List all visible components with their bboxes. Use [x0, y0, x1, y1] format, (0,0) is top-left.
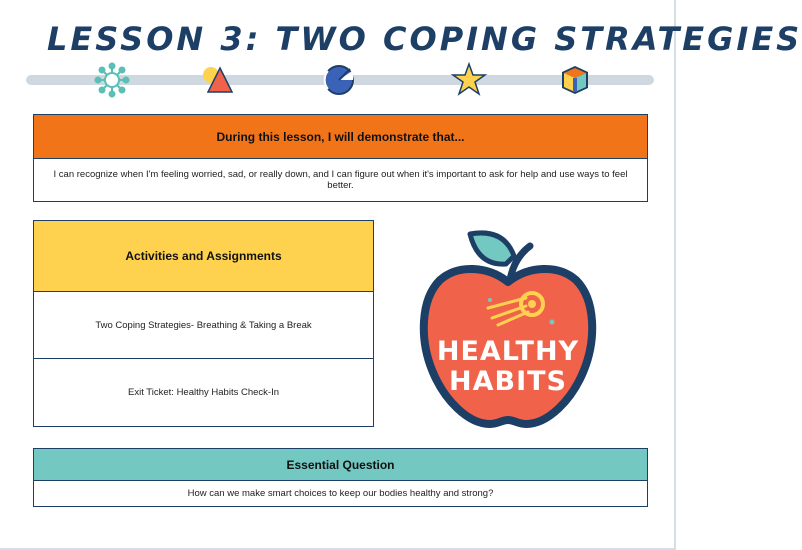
page-title: LESSON 3: TWO COPING STRATEGIES — [47, 20, 802, 58]
star-icon — [452, 63, 486, 97]
lesson-objective-header: During this lesson, I will demonstrate that... — [34, 115, 647, 159]
essential-question-text: How can we make smart choices to keep our bodies healthy and strong? — [187, 488, 494, 499]
activity-item: Two Coping Strategies- Breathing & Taking a Break — [34, 292, 373, 359]
cube-icon — [558, 63, 592, 97]
activities-table — [33, 220, 374, 427]
healthy-habits-logo — [418, 220, 598, 428]
lesson-objective-box — [33, 114, 648, 202]
compass-icon — [322, 63, 356, 97]
shapes-icon — [200, 63, 234, 97]
apple-icon — [418, 220, 598, 428]
virus-icon — [95, 63, 129, 97]
activity-item: Exit Ticket: Healthy Habits Check-In — [128, 387, 279, 398]
activities-header: Activities and Assignments — [34, 221, 373, 292]
logo-line-2: HABITS — [449, 366, 567, 397]
lesson-objective-statement: I can recognize when I'm feeling worried, sad, or really down, and I can figure out when it's important to ask for help and use ways to feel better. — [53, 169, 628, 191]
essential-question-header: Essential Question — [34, 449, 647, 481]
essential-question-box — [33, 448, 648, 507]
logo-line-1: HEALTHY — [436, 336, 580, 367]
